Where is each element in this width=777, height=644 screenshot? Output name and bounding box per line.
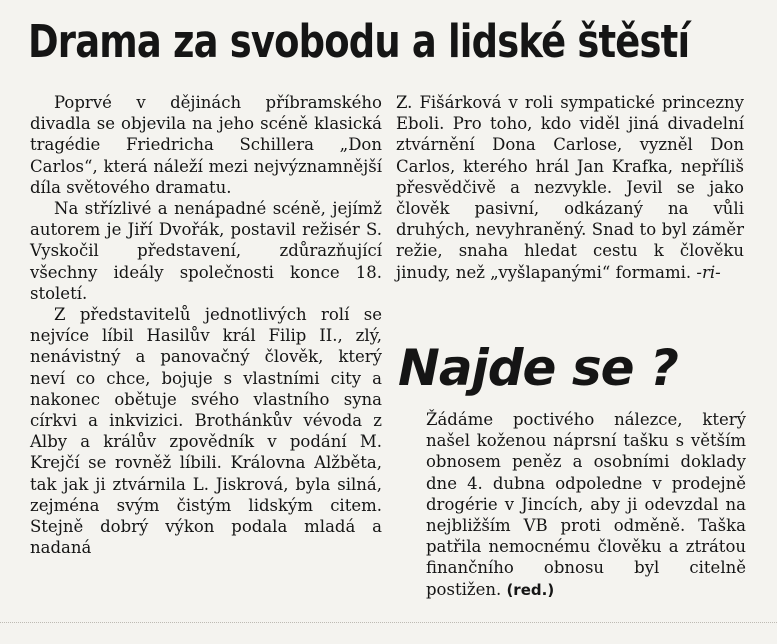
article-left-column — [30, 92, 382, 558]
notice-headline: Najde se ? — [398, 339, 678, 397]
article-paragraph-1: Poprvé v dějinách příbramského divadla se objevila na jeho scéně klasická tragédie Friedricha Schillera „Don Carlos“, která náleží mezi nejvýznamnější díla světového dramatu. — [30, 93, 382, 197]
article-paragraph-2: Na střízlivé a nenápadné scéně, jejímž autorem je Jiří Dvořák, postavil režisér S. Vyskočil představení, zdůrazňující všechny ideály společnosti konce 18. století. — [30, 199, 382, 303]
notice-column — [426, 409, 746, 601]
article-paragraph-3: Z představitelů jednotlivých rolí se nejvíce líbil Hasilův král Filip II., zlý, nenávistný a panovačný člověk, který neví co chce, bojuje s vlastními city a nakonec obětuje svého vlastního syna církvi a inkvizici. Brothánkův vévoda z Alby a králův zpovědník v podání M. Krejčí se rovněž líbili. Královna Alžběta, tak jak ji ztvárnila L. Jiskrová, byla silná, zejména svým čistým lidským citem. Stejně dobrý výkon podala mladá a nadaná — [30, 305, 382, 558]
author-signature: -ri- — [696, 262, 721, 282]
notice-paragraph — [426, 409, 746, 601]
notice-signature: (red.) — [506, 580, 555, 599]
article-paragraph-4-text: Z. Fišárková v roli sympatické princezny Eboli. Pro toho, kdo viděl jiná divadelní ztvárnění Dona Carlose, vyzněl Don Carlos, kterého hrál Jan Krafka, nepříliš přesvědčivě a nezvykle. Jevil se jako člověk pasivní, odkázaný na vůli druhých, nevyhraněný. Snad to byl záměr režie, snaha hledat cestu k člověku jinudy, než „vyšlapanými“ formami. — [396, 93, 744, 282]
article-right-column — [396, 92, 744, 283]
article-headline: Drama za svobodu a lidské štěstí — [28, 15, 690, 68]
notice-text: Žádáme poctivého nálezce, který našel koženou náprsní tašku s větším obnosem peněz a osobními doklady dne 4. dubna odpoledne v prodejně drogérie v Jincích, aby ji odevzdal na nejbližším VB proti odměně. Taška patřila nemocnému člověku a ztrátou finančního obnosu byl citelně postižen. — [426, 410, 746, 599]
article-paragraph-4 — [396, 92, 744, 283]
page-divider — [0, 622, 777, 629]
